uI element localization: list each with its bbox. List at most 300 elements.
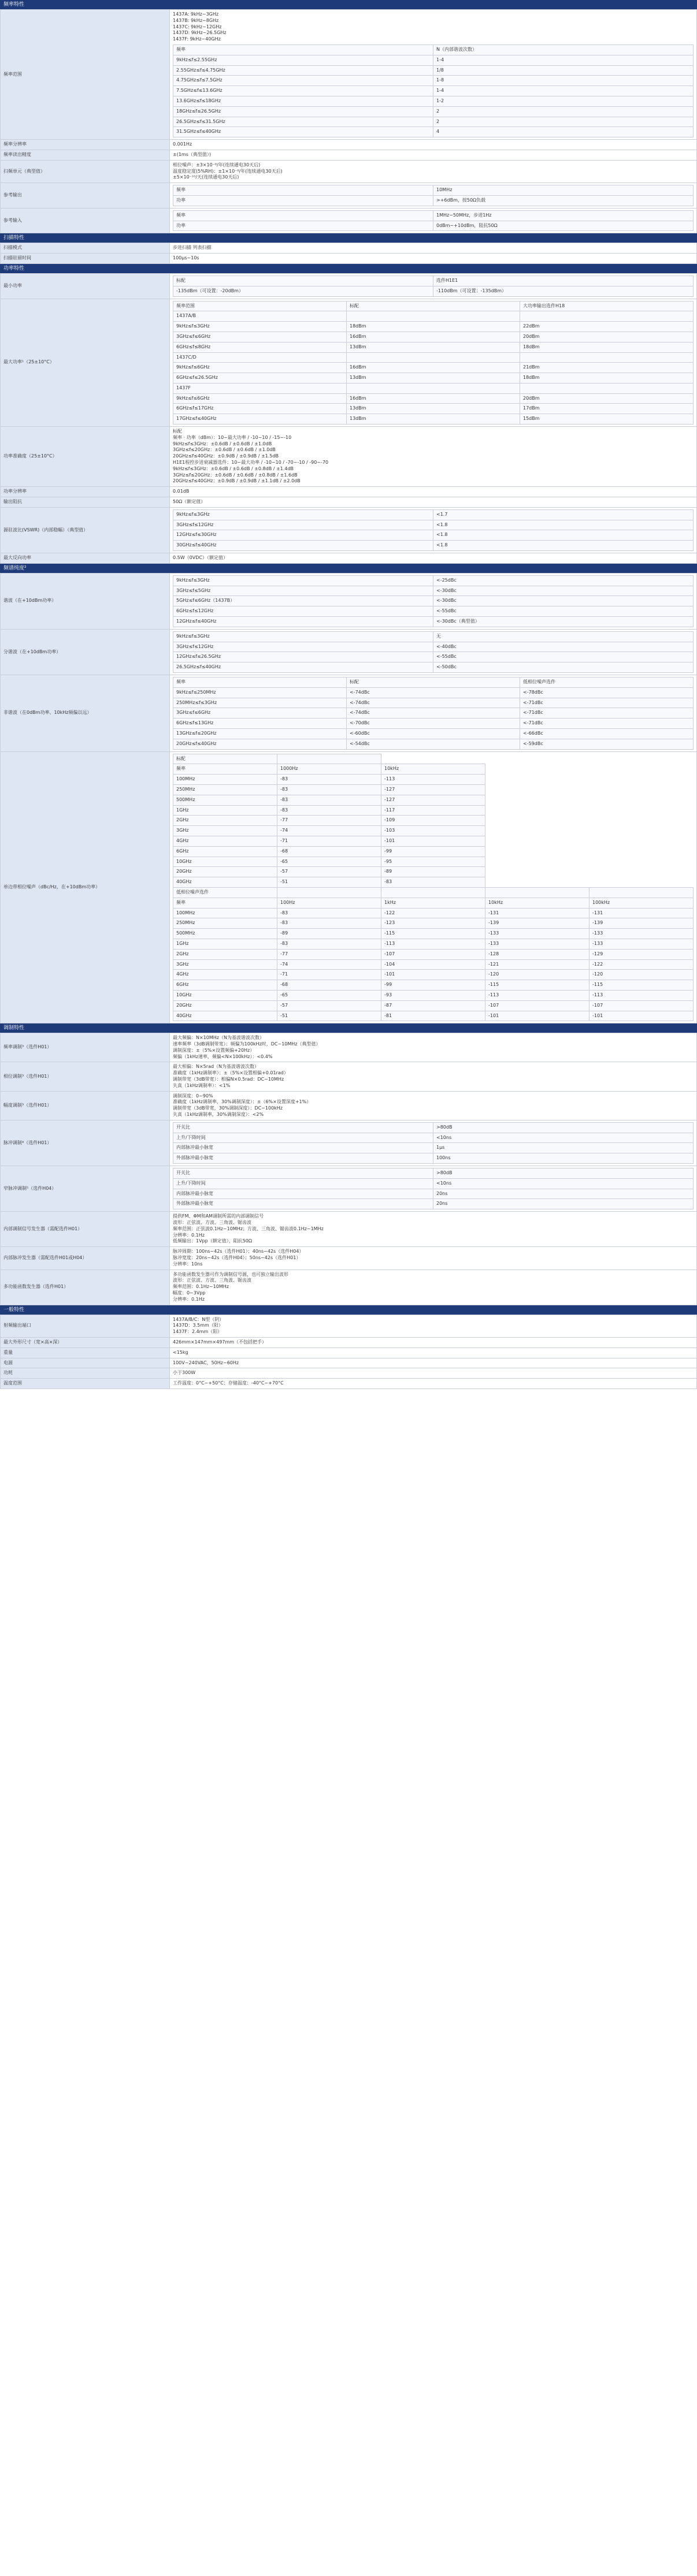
sub-table-cell: -51 xyxy=(277,1011,381,1021)
sub-table-cell: 500MHz xyxy=(173,795,277,805)
sub-table-cell: 20GHz xyxy=(173,867,277,877)
spec-label: 非谐波（在0dBm功率、10kHz频偏以远） xyxy=(1,675,170,752)
spec-value-text: 0.5W（0VDC）（额定值） xyxy=(173,555,228,561)
spec-value-text: ±(1ms（典型值）) xyxy=(173,151,211,157)
sub-table-cell: <-66dBc xyxy=(520,728,694,739)
sub-table-cell: -123 xyxy=(381,918,485,929)
spec-label: 重量 xyxy=(1,1347,170,1358)
sub-table-row xyxy=(173,857,694,867)
sub-table-cell xyxy=(277,754,381,764)
sub-table-cell: 9kHz≤f≤3GHz xyxy=(173,509,433,520)
spec-label: 射频输出端口 xyxy=(1,1315,170,1337)
sub-table-cell: 6GHz xyxy=(173,846,277,857)
sub-table-cell: <-50dBc xyxy=(433,662,694,673)
sub-table-cell: 9kHz≤f≤6GHz xyxy=(173,393,347,404)
sub-table-cell: 频率 xyxy=(173,210,433,221)
sub-table-cell: 频率 xyxy=(173,44,433,55)
spec-label: 功耗 xyxy=(1,1368,170,1379)
spec-label: 分谐波（在+10dBm功率） xyxy=(1,629,170,675)
spec-label: 内部脉冲发生器（需配选件H01或H04） xyxy=(1,1247,170,1270)
sub-table-row xyxy=(173,185,694,196)
sub-table-cell: 1437C/D xyxy=(173,352,347,363)
spec-row xyxy=(1,1033,697,1062)
sub-table-cell: -65 xyxy=(277,990,381,1000)
sub-table-cell: 16dBm xyxy=(347,363,520,373)
sub-table-cell: -83 xyxy=(277,795,381,805)
sub-table-row xyxy=(173,586,694,596)
sub-table-row xyxy=(173,311,694,322)
sub-table-cell: 频率 xyxy=(173,764,277,775)
sub-table-row xyxy=(173,1143,694,1153)
sub-table-cell: -133 xyxy=(485,929,590,939)
sub-table-cell: 26.5GHz≤f≤40GHz xyxy=(173,662,433,673)
spec-value-text: 步进扫描 列表扫描 xyxy=(173,245,212,251)
sub-table-cell: 1MHz~50MHz，步进1Hz xyxy=(433,210,694,221)
spec-label: 扫频单元（典型值） xyxy=(1,160,170,183)
sub-table-cell xyxy=(520,311,694,322)
spec-table xyxy=(0,1033,697,1305)
sub-table-cell: >80dB xyxy=(433,1168,694,1179)
spec-row xyxy=(1,573,697,629)
sub-table-row xyxy=(173,117,694,127)
spec-value xyxy=(170,140,697,150)
sub-table-cell: 1μs xyxy=(433,1143,694,1153)
spec-row xyxy=(1,1368,697,1379)
sub-table xyxy=(173,677,694,750)
sub-table-cell: -131 xyxy=(485,908,590,918)
spec-value xyxy=(170,299,697,427)
spec-row xyxy=(1,553,697,564)
sub-table-cell: -101 xyxy=(381,836,485,846)
sub-table-cell: -122 xyxy=(381,908,485,918)
sub-table-cell: 频率 xyxy=(173,898,277,908)
sub-table-cell: 10MHz xyxy=(433,185,694,196)
sub-table-cell: <-74dBc xyxy=(347,698,520,708)
sub-table-row xyxy=(173,728,694,739)
spec-row xyxy=(1,10,697,140)
sub-table-cell: -101 xyxy=(590,1011,694,1021)
sub-table-row xyxy=(173,867,694,877)
sub-table-cell: <-78dBc xyxy=(520,687,694,698)
sub-table-cell: 低相位噪声选件 xyxy=(173,887,277,898)
sub-table-row xyxy=(173,784,694,795)
sub-table-cell: <-25dBc xyxy=(433,575,694,586)
spec-label: 多功能函数发生器（选件H01） xyxy=(1,1270,170,1305)
sub-table-cell: 20dBm xyxy=(520,332,694,342)
spec-value xyxy=(170,273,697,299)
sub-table-cell: -129 xyxy=(590,949,694,959)
spec-value xyxy=(170,10,697,140)
spec-label: 最小功率 xyxy=(1,273,170,299)
spec-value xyxy=(170,243,697,254)
sub-table-row xyxy=(173,990,694,1000)
sub-table-cell: 1-2 xyxy=(433,96,694,106)
sub-table-row xyxy=(173,127,694,137)
sub-table-cell: -83 xyxy=(277,939,381,949)
sub-table-row xyxy=(173,939,694,949)
sub-table-cell: 6GHz≤f≤8GHz xyxy=(173,342,347,352)
sub-table-cell: <-71dBc xyxy=(520,698,694,708)
sub-table-row xyxy=(173,606,694,617)
spec-value xyxy=(170,1033,697,1062)
sub-table-row xyxy=(173,373,694,384)
spec-row xyxy=(1,1315,697,1337)
sub-table-row xyxy=(173,719,694,729)
sub-table-cell: -117 xyxy=(381,805,485,816)
sub-table-row xyxy=(173,575,694,586)
sub-table-cell: 2GHz xyxy=(173,949,277,959)
sub-table-row xyxy=(173,898,694,908)
sub-table-cell: 4GHz xyxy=(173,970,277,980)
sub-table-row xyxy=(173,805,694,816)
sub-table-row xyxy=(173,959,694,970)
sub-table-cell: <1.8 xyxy=(433,520,694,530)
spec-label: 参考输出 xyxy=(1,183,170,209)
sub-table-cell: 开关比 xyxy=(173,1122,433,1133)
sub-table-cell: <-55dBc xyxy=(433,652,694,662)
spec-row xyxy=(1,1247,697,1270)
sub-table-cell: -120 xyxy=(590,970,694,980)
sub-table-cell: -115 xyxy=(381,929,485,939)
sub-table-cell: -77 xyxy=(277,816,381,826)
sub-table-cell xyxy=(520,383,694,393)
sub-table-row xyxy=(173,1000,694,1011)
sub-table-cell: <1.7 xyxy=(433,509,694,520)
sub-table-cell: 9kHz≤f≤2.55GHz xyxy=(173,55,433,65)
sub-table-cell: 18dBm xyxy=(347,322,520,332)
spec-value xyxy=(170,1270,697,1305)
sub-table-cell: <-59dBc xyxy=(520,739,694,749)
sub-table xyxy=(173,185,694,206)
sub-table-row xyxy=(173,980,694,991)
sub-table-row xyxy=(173,342,694,352)
spec-value-text: 0.001Hz xyxy=(173,142,192,147)
sub-table-cell: -99 xyxy=(381,980,485,991)
sub-table-cell: -71 xyxy=(277,970,381,980)
sub-table xyxy=(173,1168,694,1209)
sub-table-cell: 100MHz xyxy=(173,908,277,918)
spec-row xyxy=(1,751,697,1023)
sub-table-row xyxy=(173,908,694,918)
sub-table-cell: <-55dBc xyxy=(433,606,694,617)
sub-table-row xyxy=(173,322,694,332)
sub-table-row xyxy=(173,363,694,373)
sub-table-cell: 6GHz≤f≤17GHz xyxy=(173,404,347,414)
spec-label: 扫描模式 xyxy=(1,243,170,254)
sub-table-cell: 250MHz xyxy=(173,918,277,929)
sub-table-cell: 10GHz xyxy=(173,990,277,1000)
spec-row xyxy=(1,1337,697,1347)
spec-label: 最大外形尺寸（宽×高×深） xyxy=(1,1337,170,1347)
sub-table-cell: 2.55GHz≤f≤4.75GHz xyxy=(173,65,433,76)
spec-value-text: 50Ω（额定值） xyxy=(173,499,206,505)
sub-table-cell: -81 xyxy=(381,1011,485,1021)
spec-value xyxy=(170,160,697,183)
sub-table-cell: 开关比 xyxy=(173,1168,433,1179)
sub-table-cell: -133 xyxy=(485,939,590,949)
sub-table-cell: 3GHz≤f≤12GHz xyxy=(173,642,433,652)
sub-table-cell: 9kHz≤f≤250MHz xyxy=(173,687,347,698)
sub-table-cell: -133 xyxy=(590,929,694,939)
spec-value-text: 最大相偏：N×5rad（N为基波谐波次数） 准确度（1kHz调制率）：±（5%×设置相偏+0.01rad） 调制带宽（3dB带宽）：相偏N×0.5rad：DC~10MHz 失真（1kHz调制率）：<1% xyxy=(173,1064,288,1088)
spec-value xyxy=(170,183,697,209)
spec-row xyxy=(1,299,697,427)
spec-value-text: 多功能函数发生器可作为调制信号源，也可独立输出波形 波形：正弦波、方波、三角波、锯齿波 频率范围：0.1Hz~10MHz 幅度：0~3Vpp 分辨率：0.1Hz xyxy=(173,1271,288,1302)
sub-table-cell: 17dBm xyxy=(520,404,694,414)
sub-table-row xyxy=(173,596,694,606)
sub-table-cell: -99 xyxy=(381,846,485,857)
sub-table-cell: 5GHz≤f≤6GHz（1437B） xyxy=(173,596,433,606)
sub-table-cell: 内部脉冲最小脉宽 xyxy=(173,1189,433,1199)
sub-table-cell: -83 xyxy=(277,775,381,785)
sub-table-cell: -139 xyxy=(485,918,590,929)
sub-table-cell: -57 xyxy=(277,1000,381,1011)
sub-table-row xyxy=(173,687,694,698)
sub-table-cell: 100kHz xyxy=(590,898,694,908)
sub-table-cell: 6GHz≤f≤26.5GHz xyxy=(173,373,347,384)
sub-table-cell: 7.5GHz≤f≤13.6GHz xyxy=(173,86,433,96)
sub-table xyxy=(173,754,694,1022)
sub-table-cell xyxy=(381,887,485,898)
sub-table-row xyxy=(173,286,694,296)
spec-value-text: 工作温度：0°C~+50°C；存储温度：-40°C~+70°C xyxy=(173,1380,284,1386)
spec-value xyxy=(170,1166,697,1212)
sub-table-cell: 6GHz xyxy=(173,980,277,991)
sub-table-row xyxy=(173,86,694,96)
sub-table-cell: 17GHz≤f≤40GHz xyxy=(173,414,347,425)
sub-table-row xyxy=(173,404,694,414)
sub-table-row xyxy=(173,642,694,652)
sub-table-cell: 3GHz≤f≤6GHz xyxy=(173,708,347,719)
sub-table-cell: 频率范围 xyxy=(173,301,347,311)
spec-row xyxy=(1,1347,697,1358)
sub-table-cell: <-30dBc（典型值） xyxy=(433,617,694,627)
sub-table-cell: 20dBm xyxy=(520,393,694,404)
spec-value xyxy=(170,629,697,675)
sub-table-cell: 26.5GHz≤f≤31.5GHz xyxy=(173,117,433,127)
sub-table-row xyxy=(173,775,694,785)
sub-table-cell: 4GHz xyxy=(173,836,277,846)
sub-table-row xyxy=(173,754,694,764)
sub-table-cell: -113 xyxy=(381,939,485,949)
spec-value xyxy=(170,1247,697,1270)
sub-table-cell: 1kHz xyxy=(381,898,485,908)
sub-table-cell: 13dBm xyxy=(347,404,520,414)
sub-table-cell: 9kHz≤f≤3GHz xyxy=(173,631,433,642)
section-title: 扫描特性 xyxy=(0,233,697,243)
sub-table-cell: -115 xyxy=(590,980,694,991)
sub-table-cell: 1-4 xyxy=(433,86,694,96)
sub-table xyxy=(173,1122,694,1164)
sub-table-cell: 低相位噪声选件 xyxy=(520,677,694,688)
spec-value-text: 1437A: 9kHz~3GHz 1437B: 9kHz~8GHz 1437C: 9kHz~12GHz 1437D: 9kHz~26.5GHz 1437F: 9kHz~40GHz xyxy=(173,12,227,42)
sub-table-cell: -113 xyxy=(381,775,485,785)
spec-row xyxy=(1,1212,697,1247)
sub-table-row xyxy=(173,662,694,673)
sub-table-cell: 250MHz≤f≤3GHz xyxy=(173,698,347,708)
sub-table-cell: 功率 xyxy=(173,195,433,206)
sub-table-cell: -115 xyxy=(485,980,590,991)
sub-table-row xyxy=(173,1133,694,1143)
sub-table-row xyxy=(173,617,694,627)
sub-table-cell: 3GHz xyxy=(173,826,277,836)
sub-table-cell: 标配 xyxy=(173,276,433,286)
sub-table-row xyxy=(173,541,694,551)
sub-table-cell: 100Hz xyxy=(277,898,381,908)
sub-table-cell xyxy=(485,887,590,898)
sub-table-cell: 0dBm~+10dBm，阻抗50Ω xyxy=(433,221,694,231)
spec-row xyxy=(1,273,697,299)
sub-table-cell: 9kHz≤f≤3GHz xyxy=(173,575,433,586)
spec-table xyxy=(0,243,697,264)
sub-table-cell: 3GHz xyxy=(173,959,277,970)
sub-table-cell: -103 xyxy=(381,826,485,836)
sub-table xyxy=(173,44,694,137)
spec-row xyxy=(1,140,697,150)
sub-table-row xyxy=(173,276,694,286)
sub-table-cell: -107 xyxy=(590,1000,694,1011)
sub-table-cell: 外部脉冲最小脉宽 xyxy=(173,1153,433,1164)
spec-label: 功率准确度（25±10°C） xyxy=(1,427,170,487)
spec-row xyxy=(1,160,697,183)
sub-table-row xyxy=(173,106,694,117)
sub-table-cell: -71 xyxy=(277,836,381,846)
sub-table-cell xyxy=(347,352,520,363)
sub-table-cell: -101 xyxy=(381,970,485,980)
spec-row xyxy=(1,1062,697,1091)
sub-table-row xyxy=(173,970,694,980)
sub-table-cell: 20GHz≤f≤40GHz xyxy=(173,739,347,749)
spec-value xyxy=(170,1062,697,1091)
sub-table-cell: -131 xyxy=(590,908,694,918)
sub-table-row xyxy=(173,210,694,221)
sub-table-cell: -83 xyxy=(277,805,381,816)
sub-table-cell: 21dBm xyxy=(520,363,694,373)
sub-table-row xyxy=(173,949,694,959)
sub-table-cell: -74 xyxy=(277,959,381,970)
spec-table xyxy=(0,9,697,233)
spec-label: 频率范围 xyxy=(1,10,170,140)
sub-table-cell: 100MHz xyxy=(173,775,277,785)
sub-table-row xyxy=(173,677,694,688)
sub-table-cell: -127 xyxy=(381,784,485,795)
sub-table-cell: -113 xyxy=(590,990,694,1000)
section-title: 功率特性 xyxy=(0,264,697,273)
section-title: 频谱纯度² xyxy=(0,564,697,573)
spec-value xyxy=(170,553,697,564)
spec-row xyxy=(1,507,697,553)
sub-table-cell: -87 xyxy=(381,1000,485,1011)
sub-table-cell: 13dBm xyxy=(347,373,520,384)
spec-table xyxy=(0,273,697,564)
spec-label: 扫描驻留时间 xyxy=(1,254,170,264)
sub-table-cell: 16dBm xyxy=(347,393,520,404)
sub-table-cell: 10kHz xyxy=(381,764,485,775)
sub-table-cell: -128 xyxy=(485,949,590,959)
spec-value xyxy=(170,208,697,233)
spec-label: 谐波（在+10dBm功率） xyxy=(1,573,170,629)
sub-table-cell: <-71dBc xyxy=(520,708,694,719)
sub-table-row xyxy=(173,393,694,404)
spec-label: 最大功率¹（25±10°C） xyxy=(1,299,170,427)
sub-table-cell xyxy=(590,887,694,898)
sub-table-cell: <-60dBc xyxy=(347,728,520,739)
sub-table-cell: -95 xyxy=(381,857,485,867)
spec-label: 窄脉冲调制⁵（选件H04） xyxy=(1,1166,170,1212)
sub-table-row xyxy=(173,414,694,425)
spec-value xyxy=(170,1368,697,1379)
sub-table-cell: -121 xyxy=(485,959,590,970)
sub-table xyxy=(173,575,694,627)
sub-table-cell: 18GHz≤f≤26.5GHz xyxy=(173,106,433,117)
spec-label: 功率分辨率 xyxy=(1,487,170,497)
sub-table-cell: -104 xyxy=(381,959,485,970)
sub-table xyxy=(173,210,694,232)
sub-table-cell: <-74dBc xyxy=(347,687,520,698)
spec-row xyxy=(1,1358,697,1368)
sub-table xyxy=(173,631,694,673)
sub-table-cell: <-40dBc xyxy=(433,642,694,652)
spec-value xyxy=(170,487,697,497)
sub-table-cell: -68 xyxy=(277,980,381,991)
spec-label: 频率调制³（选件H01） xyxy=(1,1033,170,1062)
sub-table-row xyxy=(173,698,694,708)
sub-table-cell: 标配 xyxy=(173,754,277,764)
sub-table-cell: 频率 xyxy=(173,185,433,196)
spec-value xyxy=(170,150,697,160)
sub-table-row xyxy=(173,739,694,749)
spec-value xyxy=(170,573,697,629)
spec-label: 最大反向功率 xyxy=(1,553,170,564)
sub-table-row xyxy=(173,509,694,520)
spec-row xyxy=(1,1120,697,1166)
sub-table-cell: -135dBm（可设置：-20dBm） xyxy=(173,286,433,296)
spec-value-text: 0.01dB xyxy=(173,489,190,494)
sub-table-cell: 20ns xyxy=(433,1199,694,1209)
sub-table-cell: 外部脉冲最小脉宽 xyxy=(173,1199,433,1209)
sub-table-cell: 频率 xyxy=(173,677,347,688)
sub-table-row xyxy=(173,1011,694,1021)
sub-table-cell xyxy=(277,887,381,898)
spec-value-text: 相位噪声：±3×10⁻⁶/年(连续通电30天后) 温度稳定度(5%RH)：±1×10⁻⁸/年(连续通电30天后) ±5×10⁻¹⁰/天(连续通电30天后) xyxy=(173,162,283,180)
spec-row xyxy=(1,254,697,264)
sub-table-cell: <1.8 xyxy=(433,541,694,551)
section-title: 调制特性 xyxy=(0,1023,697,1033)
sub-table-row xyxy=(173,383,694,393)
sub-table-cell: >80dB xyxy=(433,1122,694,1133)
sub-table-cell: 2 xyxy=(433,106,694,117)
sub-table-cell: 250MHz xyxy=(173,784,277,795)
sub-table-row xyxy=(173,846,694,857)
sub-table-cell: <-30dBc xyxy=(433,596,694,606)
sub-table-cell: <-54dBc xyxy=(347,739,520,749)
spec-label: 温度范围 xyxy=(1,1379,170,1389)
spec-value-text: 100V~240VAC，50Hz~60Hz xyxy=(173,1360,239,1365)
sub-table-cell: -120 xyxy=(485,970,590,980)
sub-table-row xyxy=(173,1178,694,1189)
sub-table-cell: 大功率输出选件H18 xyxy=(520,301,694,311)
sub-table-cell: 1GHz xyxy=(173,939,277,949)
sub-table-row xyxy=(173,332,694,342)
sub-table-cell: <10ns xyxy=(433,1178,694,1189)
sub-table-cell: 9kHz≤f≤3GHz xyxy=(173,322,347,332)
spec-value xyxy=(170,427,697,487)
spec-value xyxy=(170,1358,697,1368)
sub-table-cell: 1GHz xyxy=(173,805,277,816)
sub-table-cell: -65 xyxy=(277,857,381,867)
spec-label: 单边带相位噪声（dBc/Hz，在+10dBm功率） xyxy=(1,751,170,1023)
sub-table-cell: <-74dBc xyxy=(347,708,520,719)
